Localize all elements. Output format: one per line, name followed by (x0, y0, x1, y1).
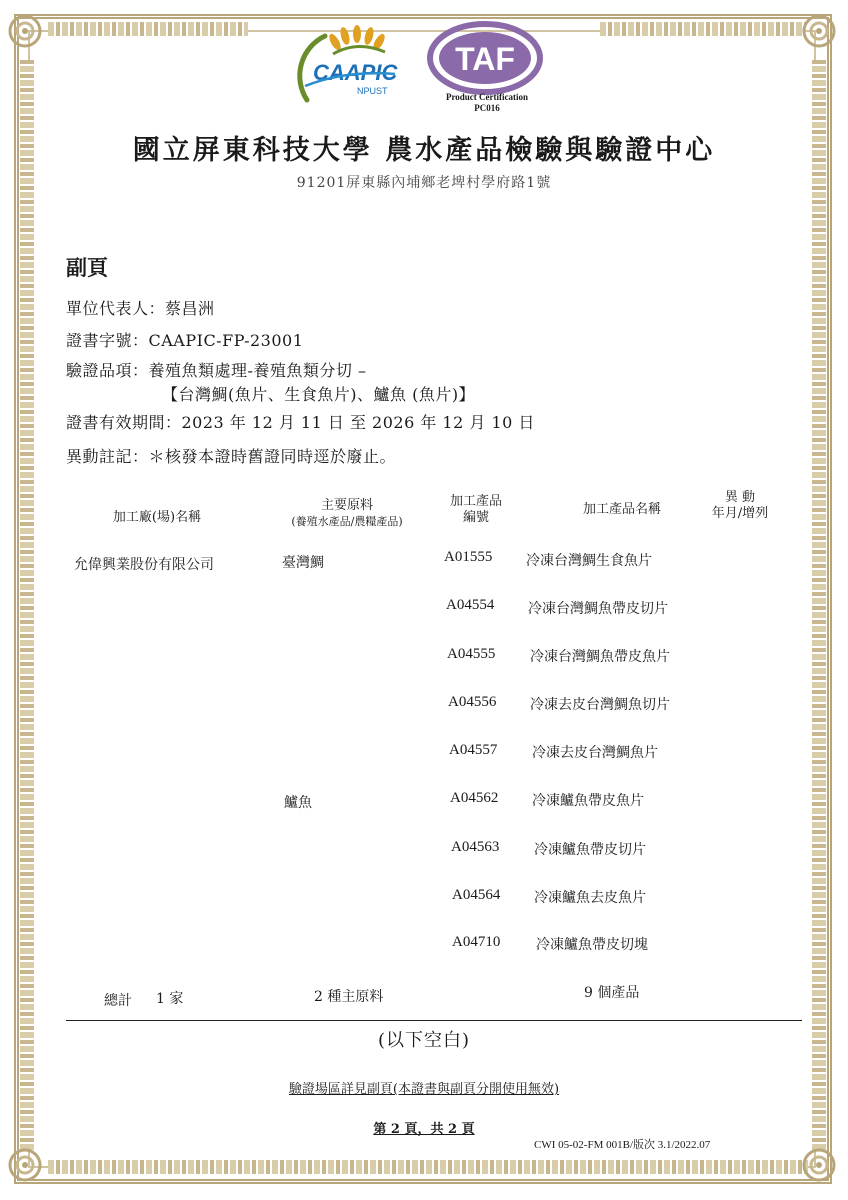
col-header-product: 加工產品名稱 (582, 502, 661, 517)
col-header-code-line1: 加工產品 (449, 494, 502, 509)
product-code: A04710 (452, 934, 501, 950)
col-header-code (436, 494, 516, 526)
taf-caption-line1: Product Certification (445, 92, 529, 102)
border-ornament-bottom (48, 1160, 808, 1174)
product-name: 冷凍去皮台灣鯛魚切片 (530, 697, 670, 713)
corner-rosette-icon (800, 1146, 838, 1184)
page-number-text: 第 2 頁，共 2 頁 (373, 1122, 475, 1137)
corner-rosette-icon (800, 12, 838, 50)
material-name: 鱸魚 (284, 795, 312, 811)
product-code: A04562 (450, 790, 499, 806)
product-name: 冷凍台灣鯛生食魚片 (526, 553, 652, 569)
product-name: 冷凍鱸魚帶皮切塊 (536, 937, 648, 953)
border-ornament-top-left (48, 22, 248, 36)
col-header-material (262, 498, 432, 530)
form-number: CWI 05-02-FM 001B/版次 3.1/2022.07 (534, 1139, 711, 1151)
product-name: 冷凍鱸魚帶皮切片 (534, 842, 646, 858)
certified-items: 驗證品項：養殖魚類處理-養殖魚類分切 – (66, 361, 367, 380)
svg-text:TAF: TAF (455, 41, 515, 77)
col-header-code-line2: 編號 (462, 510, 489, 525)
annex-note (0, 1078, 848, 1097)
section-title: 副頁 (66, 255, 108, 280)
border-ornament-right (812, 60, 826, 1150)
page-border-inner (28, 30, 816, 1168)
product-name: 冷凍去皮台灣鯛魚片 (532, 745, 658, 761)
border-ornament-left (20, 60, 34, 1150)
product-name: 冷凍鱸魚帶皮魚片 (532, 793, 644, 809)
col-header-change-line2: 年月/增列 (711, 506, 769, 521)
product-code: A04564 (452, 887, 501, 903)
product-code: A04555 (447, 646, 496, 662)
taf-caption-line2: PC016 (474, 103, 500, 113)
totals-label: 總計 (104, 993, 132, 1009)
totals-materials: 2 種主原料 (314, 989, 384, 1005)
certificate-number: 證書字號：CAAPIC-FP-23001 (66, 331, 304, 350)
validity-period: 證書有效期間：2023 年 12 月 11 日 至 2026 年 12 月 10 日 (66, 413, 535, 432)
totals-factories: 1 家 (156, 991, 184, 1007)
issuer-title: 國立屏東科技大學 農水產品檢驗與驗證中心 (132, 135, 716, 166)
svg-text:NPUST: NPUST (357, 86, 388, 96)
page-number (0, 1118, 848, 1137)
product-code: A04557 (449, 742, 498, 758)
product-name: 冷凍鱸魚去皮魚片 (534, 890, 646, 906)
product-name: 冷凍台灣鯛魚帶皮魚片 (530, 649, 670, 665)
corner-rosette-icon (6, 1146, 44, 1184)
taf-caption (432, 92, 542, 114)
representative: 單位代表人：蔡昌洲 (66, 299, 215, 318)
annex-note-text: 驗證場區詳見副頁(本證書與副頁分開使用無效) (288, 1082, 560, 1097)
factory-name: 允偉興業股份有限公司 (74, 557, 214, 573)
caapic-logo (285, 22, 405, 114)
issuer-address: 91201屏東縣內埔鄉老埤村學府路1號 (296, 175, 552, 191)
col-header-change (700, 490, 780, 522)
change-note: 異動註記：＊核發本證時舊證同時逕於廢止。 (66, 447, 397, 466)
product-code: A04556 (448, 694, 497, 710)
certified-items-detail: 【台灣鯛(魚片、生食魚片)、鱸魚 (魚片)】 (162, 385, 476, 404)
product-code: A04563 (451, 839, 500, 855)
totals-products: 9 個產品 (584, 985, 640, 1001)
svg-text:CAAPIC: CAAPIC (313, 60, 398, 85)
totals-divider (66, 1020, 802, 1021)
product-code: A01555 (444, 549, 493, 565)
product-name: 冷凍台灣鯛魚帶皮切片 (528, 601, 668, 617)
product-code: A04554 (446, 597, 495, 613)
material-name: 臺灣鯛 (282, 555, 324, 571)
border-ornament-top-right (600, 22, 805, 36)
col-header-material-label: 主要原料 (320, 498, 373, 513)
col-header-factory: 加工廠(場)名稱 (112, 510, 202, 525)
col-header-change-line1: 異 動 (724, 490, 756, 505)
col-header-material-sub: (養殖水產品/農糧產品) (291, 515, 403, 528)
corner-rosette-icon (6, 12, 44, 50)
blank-below-marker: (以下空白) (377, 1030, 471, 1051)
